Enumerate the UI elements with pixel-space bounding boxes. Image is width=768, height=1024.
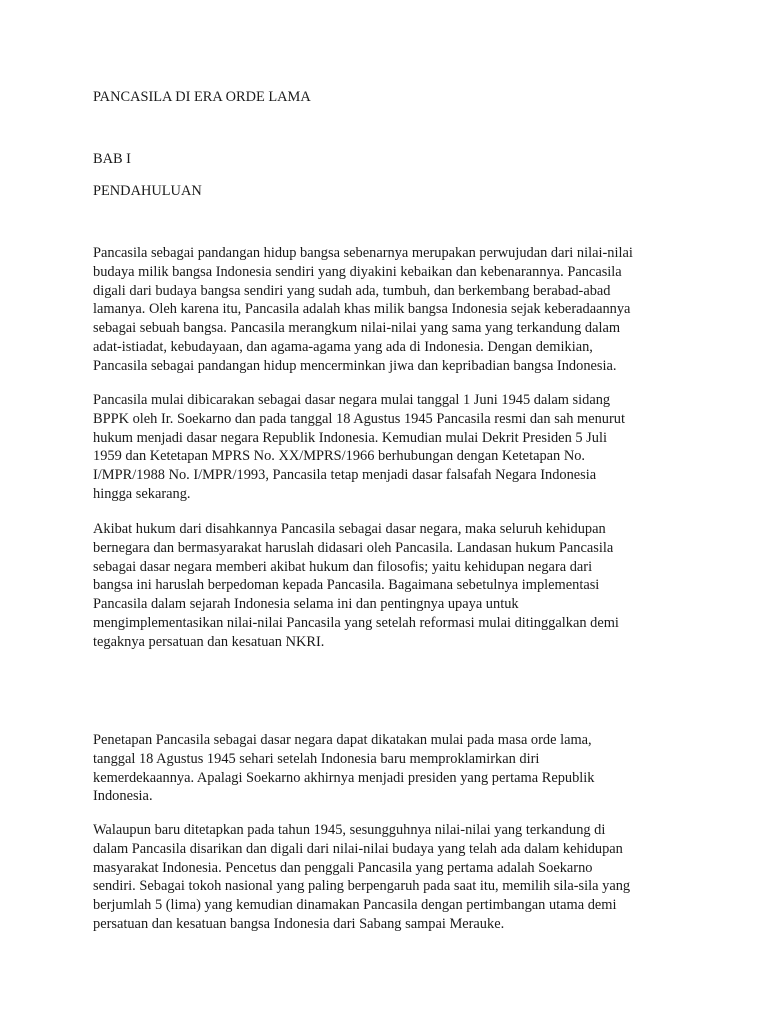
chapter-label: BAB I <box>93 151 131 167</box>
paragraph-line: Penetapan Pancasila sebagai dasar negara dapat dikatakan mulai pada masa orde lama, <box>93 732 592 748</box>
paragraph-line: bernegara dan bermasyarakat haruslah didasari oleh Pancasila. Landasan hukum Pancasila <box>93 539 614 556</box>
paragraph-line: BPPK oleh Ir. Soekarno dan pada tanggal 18 Agustus 1945 Pancasila resmi dan sah menurut <box>93 410 625 427</box>
paragraph-2 <box>93 391 693 504</box>
paragraph-line: Indonesia. <box>93 788 153 805</box>
paragraph-4 <box>93 731 693 806</box>
paragraph-line: tegaknya persatuan dan kesatuan NKRI. <box>93 633 325 650</box>
paragraph-line: I/MPR/1988 No. I/MPR/1993, Pancasila tetap menjadi dasar falsafah Negara Indonesia <box>93 467 597 484</box>
paragraph-line: hingga sekarang. <box>93 485 191 502</box>
paragraph-line: tanggal 18 Agustus 1945 sehari setelah Indonesia baru memproklamirkan diri <box>93 750 540 767</box>
section-heading: PENDAHULUAN <box>93 183 202 199</box>
paragraph-line: Pancasila dalam sejarah Indonesia selama ini dan pentingnya upaya untuk <box>93 596 519 613</box>
paragraph-line: Akibat hukum dari disahkannya Pancasila sebagai dasar negara, maka seluruh kehidupan <box>93 521 606 537</box>
paragraph-line: hukum menjadi dasar negara Republik Indonesia. Kemudian mulai Dekrit Presiden 5 Juli <box>93 429 607 446</box>
paragraph-1 <box>93 244 693 376</box>
paragraph-line: 1959 dan Ketetapan MPRS No. XX/MPRS/1966 berhubungan dengan Ketetapan No. <box>93 448 586 465</box>
paragraph-line: lamanya. Oleh karena itu, Pancasila adalah khas milik bangsa Indonesia sejak keberadaannya <box>93 301 631 318</box>
paragraph-3 <box>93 520 693 652</box>
paragraph-line: sebagai sebuah bangsa. Pancasila merangkum nilai-nilai yang sama yang terkandung dalam <box>93 320 621 337</box>
paragraph-line: mengimplementasikan nilai-nilai Pancasila yang setelah reformasi mulai ditinggalkan demi <box>93 614 619 631</box>
paragraph-line: dalam Pancasila disarikan dan digali dari nilai-nilai budaya yang telah ada dalam kehidupan <box>93 840 623 857</box>
paragraph-line: sebagai dasar negara memberi akibat hukum dan filosofis; yaitu kehidupan negara dari <box>93 558 593 575</box>
paragraph-line: bangsa ini haruslah berpedoman kepada Pancasila. Bagaimana sebetulnya implementasi <box>93 577 600 594</box>
document-title: PANCASILA DI ERA ORDE LAMA <box>93 89 311 105</box>
paragraph-line: digali dari budaya bangsa sendiri yang sudah ada, tumbuh, dan berkembang berabad-abad <box>93 282 611 299</box>
paragraph-line: Pancasila sebagai pandangan hidup bangsa sebenarnya merupakan perwujudan dari nilai-nilai <box>93 245 633 261</box>
paragraph-line: kemerdekaannya. Apalagi Soekarno akhirnya menjadi presiden yang pertama Republik <box>93 769 595 786</box>
paragraph-line: persatuan dan kesatuan bangsa Indonesia dari Sabang sampai Merauke. <box>93 915 505 932</box>
paragraph-line: sendiri. Sebagai tokoh nasional yang paling berpengaruh pada saat itu, memilih sila-sila yang <box>93 878 631 895</box>
paragraph-line: Walaupun baru ditetapkan pada tahun 1945, sesungguhnya nilai-nilai yang terkandung di <box>93 822 606 838</box>
paragraph-line: Pancasila mulai dibicarakan sebagai dasar negara mulai tanggal 1 Juni 1945 dalam sidang <box>93 392 611 408</box>
paragraph-line: Pancasila sebagai pandangan hidup mencerminkan jiwa dan kepribadian bangsa Indonesia. <box>93 357 617 374</box>
paragraph-line: berjumlah 5 (lima) yang kemudian dinamakan Pancasila dengan pertimbangan utama demi <box>93 897 617 914</box>
paragraph-line: masyarakat Indonesia. Pencetus dan penggali Pancasila yang pertama adalah Soekarno <box>93 859 593 876</box>
paragraph-line: adat-istiadat, kebudayaan, dan agama-agama yang ada di Indonesia. Dengan demikian, <box>93 338 593 355</box>
paragraph-5 <box>93 821 693 934</box>
paragraph-line: budaya milik bangsa Indonesia sendiri yang diyakini kebaikan dan kebenarannya. Pancasila <box>93 263 622 280</box>
